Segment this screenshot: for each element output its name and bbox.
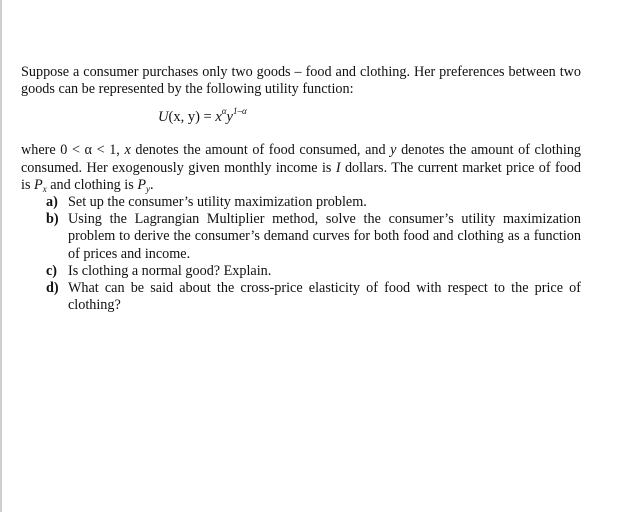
price-x-subscript: x [42,183,47,194]
desc-text-2: , [116,142,125,159]
x-exponent: α [221,106,227,117]
subquestion-marker: c) [46,262,58,279]
subquestion-d [46,280,581,314]
desc-text-4: denotes the amount of clothing consumed. Her exogenously given monthly income is [21,142,582,176]
page-edge-rule [0,0,2,512]
subquestion-text: Is clothing a normal good? Explain. [68,262,272,279]
x-variable: x [124,142,131,159]
desc-text-5: dollars. The current market price of food is [21,159,581,193]
y-variable: y [390,142,397,159]
subquestion-c [46,263,581,280]
price-x-symbol: P [34,176,43,193]
income-variable: I [335,159,341,176]
price-y-subscript: y [146,183,150,194]
desc-text-1: where [21,142,61,159]
desc-text-7: . [150,176,154,193]
utility-symbol: U [158,109,169,126]
y-base: y [226,109,233,126]
subquestion-text: What can be said about the cross-price elasticity of food with respect to the price of clothing? [68,280,581,314]
desc-text-6: and clothing is [46,176,138,193]
utility-args: (x, y) [168,109,200,126]
question-document [21,64,581,314]
subquestion-a [46,194,581,211]
subquestion-list [21,194,581,314]
price-y-symbol: P [137,176,146,193]
utility-function-equation [21,98,581,142]
equals-sign: = [203,109,212,126]
subquestion-marker: d) [46,280,59,297]
subquestion-b [46,211,581,263]
subquestion-marker: b) [46,211,59,228]
desc-text-3: denotes the amount of food consumed, and [130,142,391,159]
x-base: x [215,109,222,126]
description-paragraph [21,142,581,194]
subquestion-marker: a) [46,194,58,211]
subquestion-text: Set up the consumer’s utility maximization problem. [68,194,367,211]
intro-paragraph: Suppose a consumer purchases only two goods – food and clothing. Her preferences between two goods can be represented by the following utility function: [21,64,581,98]
y-exponent: 1–α [232,106,247,117]
subquestion-text: Using the Lagrangian Multiplier method, solve the consumer’s utility maximization problem to derive the consumer’s demand curves for both food and clothing as a function of prices and income. [68,211,581,262]
alpha-condition: 0 < α < 1 [60,142,117,159]
